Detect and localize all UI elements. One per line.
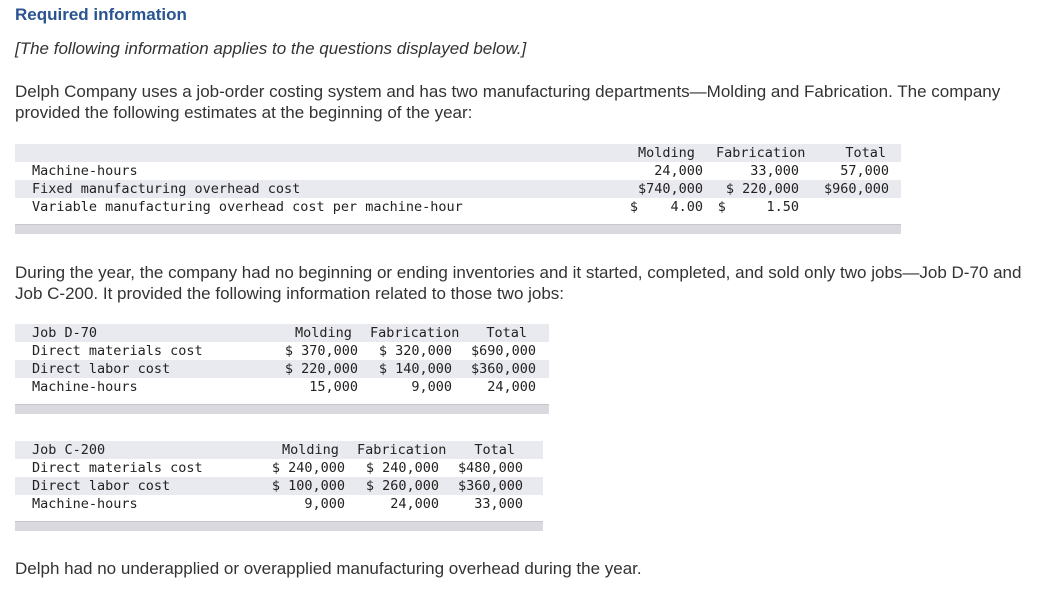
estimates-row-variable-overhead xyxy=(15,198,901,216)
job-c200-row-materials xyxy=(15,459,543,477)
estimates-header-row xyxy=(15,144,901,162)
total-value: 24,000 xyxy=(487,379,536,395)
job-d70-row-materials xyxy=(15,342,549,360)
total-value: $690,000 xyxy=(470,343,536,359)
fabrication-value: $ 260,000 xyxy=(365,478,439,494)
header-fabrication: Fabrication xyxy=(370,325,460,341)
row-label: Variable manufacturing overhead cost per machine-hour xyxy=(32,199,463,215)
fabrication-value: 24,000 xyxy=(390,496,439,512)
closing-paragraph: Delph had no underapplied or overapplied manufacturing overhead during the year. xyxy=(15,559,642,578)
estimates-row-fixed-overhead xyxy=(15,180,901,198)
row-label: Direct materials cost xyxy=(32,343,203,359)
header-molding: Molding xyxy=(638,145,695,161)
instructions-note: [The following information applies to the questions displayed below.] xyxy=(15,39,527,58)
job-c200-header-row xyxy=(15,441,543,459)
fabrication-value: $ 140,000 xyxy=(378,361,452,377)
row-label: Direct labor cost xyxy=(32,478,171,494)
header-total: Total xyxy=(474,442,515,458)
job-d70-table xyxy=(15,324,549,414)
molding-value: $ 370,000 xyxy=(284,343,358,359)
total-value: $480,000 xyxy=(457,460,523,476)
total-value: $360,000 xyxy=(457,478,523,494)
estimates-table xyxy=(15,144,901,234)
molding-value: 24,000 xyxy=(654,163,703,179)
job-title: Job C-200 xyxy=(32,442,106,458)
molding-value: $ 240,000 xyxy=(271,460,345,476)
row-label: Fixed manufacturing overhead cost xyxy=(32,181,301,197)
fabrication-value: $ 1.50 xyxy=(717,199,799,215)
fabrication-value: $ 240,000 xyxy=(365,460,439,476)
fabrication-value: $ 320,000 xyxy=(378,343,452,359)
header-total: Total xyxy=(486,325,527,341)
row-label: Machine-hours xyxy=(32,379,138,395)
fabrication-value: $ 220,000 xyxy=(725,181,799,197)
total-value: 33,000 xyxy=(474,496,523,512)
intro-paragraph: Delph Company uses a job-order costing system and has two manufacturing departments—Molding and Fabrication. The company provided the following estimates at the beginning of the year: xyxy=(15,82,1001,122)
row-label: Direct labor cost xyxy=(32,361,171,377)
jobs-paragraph: During the year, the company had no beginning or ending inventories and it started, completed, and sold only two jobs—Job D-70 and Job C-200. It provided the following information related to those two jobs: xyxy=(15,263,1022,303)
row-label: Machine-hours xyxy=(32,163,138,179)
job-d70-row-machine-hours xyxy=(15,378,549,396)
molding-value: $740,000 xyxy=(637,181,703,197)
fabrication-value: 9,000 xyxy=(411,379,452,395)
fabrication-value: 33,000 xyxy=(750,163,799,179)
molding-value: $ 100,000 xyxy=(271,478,345,494)
row-label: Machine-hours xyxy=(32,496,138,512)
header-fabrication: Fabrication xyxy=(357,442,447,458)
header-fabrication: Fabrication xyxy=(716,145,806,161)
molding-value: 9,000 xyxy=(304,496,345,512)
molding-value: 15,000 xyxy=(309,379,358,395)
job-c200-row-machine-hours xyxy=(15,495,543,513)
molding-value: $ 220,000 xyxy=(284,361,358,377)
table-footer-bar xyxy=(15,404,549,414)
table-footer-bar xyxy=(15,224,901,234)
job-title: Job D-70 xyxy=(32,325,98,341)
header-molding: Molding xyxy=(295,325,352,341)
total-value: $960,000 xyxy=(823,181,889,197)
job-c200-table xyxy=(15,441,543,531)
molding-value: $ 4.00 xyxy=(629,199,703,215)
header-total: Total xyxy=(845,145,886,161)
total-value: 57,000 xyxy=(840,163,889,179)
row-label: Direct materials cost xyxy=(32,460,203,476)
job-d70-header-row xyxy=(15,324,549,342)
estimates-row-machine-hours xyxy=(15,162,901,180)
required-information-heading: Required information xyxy=(15,5,187,24)
table-footer-bar xyxy=(15,521,543,531)
header-molding: Molding xyxy=(282,442,339,458)
job-c200-row-labor xyxy=(15,477,543,495)
job-d70-row-labor xyxy=(15,360,549,378)
total-value: $360,000 xyxy=(470,361,536,377)
